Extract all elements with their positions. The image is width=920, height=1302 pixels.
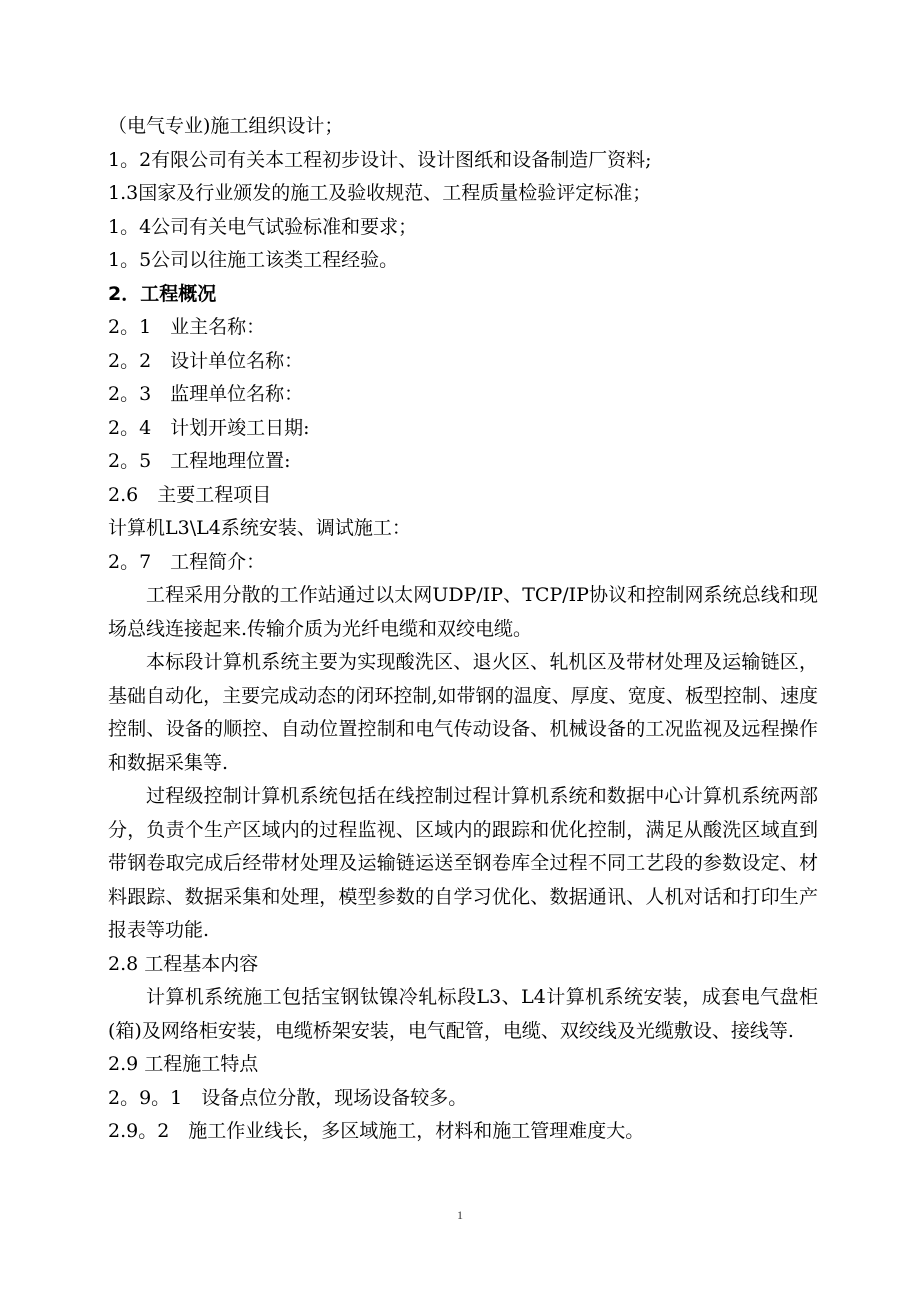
reference-line-1: （电气专业)施工组织设计； <box>108 115 344 137</box>
overview-supervision-unit: 2。3 监理单位名称： <box>108 383 304 405</box>
overview-schedule: 2。4 计划开竣工日期: <box>108 416 310 439</box>
intro-paragraph-2: 本标段计算机系统主要为实现酸洗区、退火区、轧机区及带材处理及运输链区，基础自动化，主要完成动态的闭环控制,如带钢的温度、厚度、宽度、板型控制、速度控制、设备的顺控、自动位置控制和电气传动设备、机械设备的工况监视及远程操作和数据采集等. <box>108 651 818 774</box>
page-number: 1 <box>457 1208 463 1222</box>
reference-line-4: 1。4公司有关电气试验标准和要求； <box>108 215 418 238</box>
overview-intro-heading: 2。7 工程简介： <box>108 550 266 573</box>
section-heading-2-8: 2.8 工程基本内容 <box>108 952 259 975</box>
feature-line-2: 2.9。2 施工作业线长，多区域施工，材料和施工管理难度大。 <box>108 1120 645 1142</box>
overview-design-unit: 2。2 设计单位名称： <box>108 349 304 372</box>
section-heading-2: 2．工程概况 <box>108 282 217 305</box>
reference-line-2: 1。2有限公司有关本工程初步设计、设计图纸和设备制造厂资料; <box>108 148 652 171</box>
section-heading-2-9: 2.9 工程施工特点 <box>108 1053 259 1075</box>
reference-line-3: 1.3国家及行业颁发的施工及验收规范、工程质量检验评定标准； <box>108 182 652 204</box>
overview-item-detail: 计算机L3\L4系统安装、调试施工： <box>108 517 411 539</box>
reference-line-5: 1。5公司以往施工该类工程经验。 <box>108 249 399 271</box>
feature-line-1: 2。9。1 设备点位分散，现场设备较多。 <box>108 1086 468 1109</box>
basic-content-paragraph: 计算机系统施工包括宝钢钛镍冷轧标段L3、L4计算机系统安装，成套电气盘柜(箱)及网络柜安装，电缆桥架安装，电气配管，电缆、双绞线及光缆敷设、接线等. <box>108 986 818 1042</box>
document-page <box>108 110 818 1149</box>
intro-paragraph-3: 过程级控制计算机系统包括在线控制过程计算机系统和数据中心计算机系统两部分，负责个生产区域内的过程监视、区域内的跟踪和优化控制，满足从酸洗区域直到带钢卷取完成后经带材处理及运输链运送至钢卷库全过程不同工艺段的参数设定、材料跟踪、数据采集和处理，模型参数的自学习优化、数据通讯、人机对话和打印生产报表等功能. <box>108 785 818 941</box>
overview-location: 2。5 工程地理位置: <box>108 450 291 472</box>
overview-owner: 2。1 业主名称： <box>108 316 266 338</box>
overview-main-items: 2.6 主要工程项目 <box>108 483 272 506</box>
intro-paragraph-1: 工程采用分散的工作站通过以太网UDP/IP、TCP/IP协议和控制网系统总线和现场总线连接起来.传输介质为光纤电缆和双绞电缆。 <box>108 584 818 640</box>
